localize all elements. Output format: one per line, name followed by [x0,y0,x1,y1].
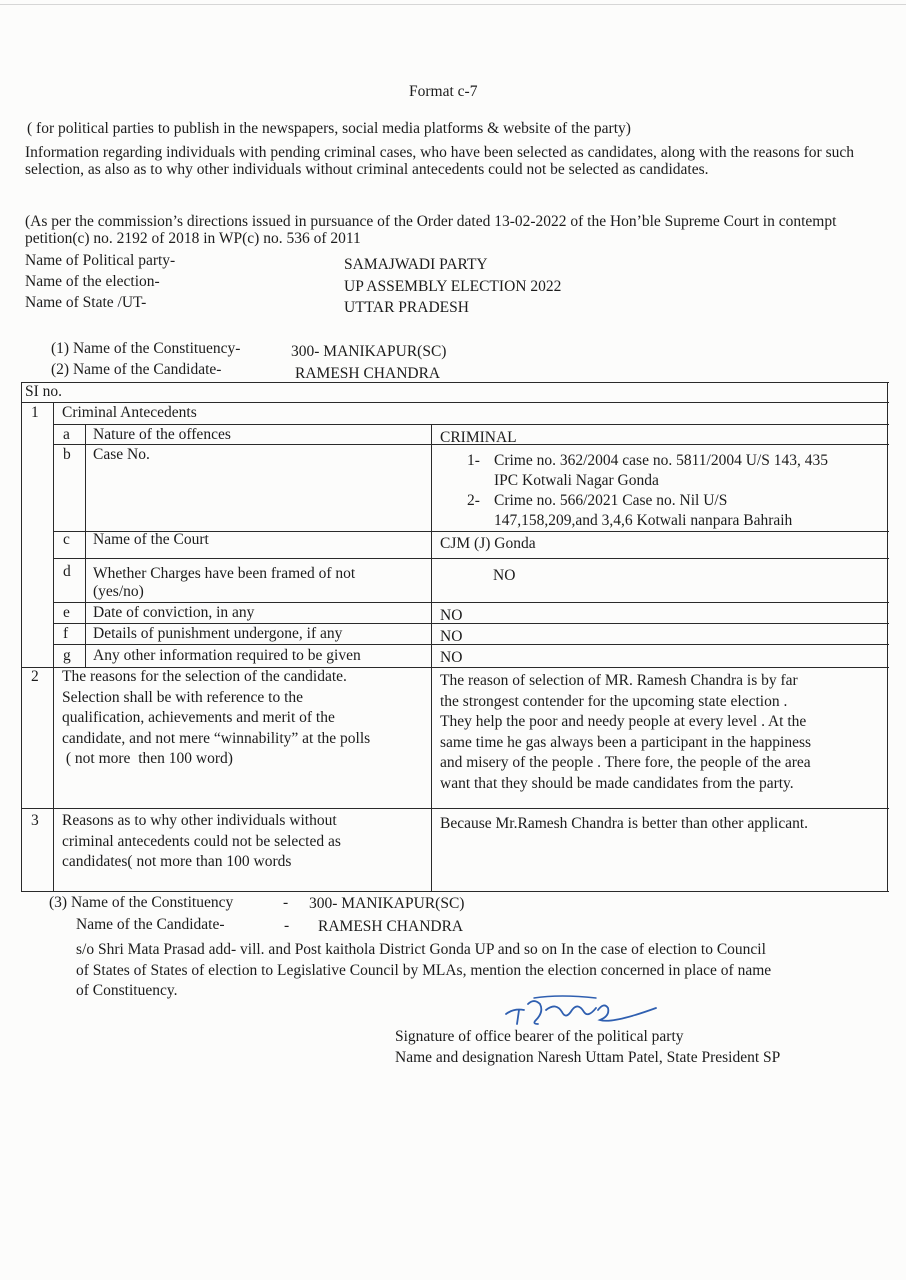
election-value: UP ASSEMBLY ELECTION 2022 [344,278,562,295]
sl-no-header: SI no. [25,383,63,400]
row-b-label: Case No. [93,446,150,463]
table-line [53,402,54,892]
section-1-number: 1 [31,404,39,421]
table-line [431,424,432,892]
page-top-edge [0,4,906,5]
question-line: The reasons for the selection of the candidate. [62,668,347,685]
answer-line: The reason of selection of MR. Ramesh Chandra is by far [440,672,798,689]
row-f-label: Details of punishment undergone, if any [93,625,343,642]
question-line: candidates( not more than 100 words [62,853,292,870]
row-a-label: Nature of the offences [93,426,231,443]
designation: Name and designation Naresh Uttam Patel, State President SP [395,1049,781,1066]
row-f-value: NO [440,628,463,645]
case-number: 1- [467,452,480,469]
election-label: Name of the election- [25,273,160,290]
footer-candidate-label: Name of the Candidate- [76,916,225,933]
info-paragraph: Information regarding individuals with pending criminal cases, who have been selected as candidates, along with the reasons for such selection, as also as to why other individuals without criminal antecedents could not be selected as candidates. [25,144,855,178]
case-item [467,491,887,531]
table-line [21,382,889,383]
subtitle: ( for political parties to publish in the newspapers, social media platforms & website of the party) [27,120,631,137]
party-label: Name of Political party- [25,252,176,269]
table-line [85,424,86,667]
section-3-answer: Because Mr.Ramesh Chandra is better than other applicant. [440,815,809,832]
question-line: qualification, achievements and merit of the [62,709,335,726]
criminal-antecedents-table [21,382,889,892]
footer-address-line: of Constituency. [76,982,178,999]
case-list [467,451,887,531]
row-f-letter: f [63,625,69,642]
state-label: Name of State /UT- [25,294,147,311]
case-text: Crime no. 566/2021 Case no. Nil U/S [494,492,728,509]
question-line: criminal antecedents could not be selected as [62,832,341,850]
footer-candidate-dash: - [284,917,290,934]
answer-line: and misery of the people . There fore, the people of the area [440,754,811,771]
answer-line: same time he gas always been a participant in the happiness [440,733,812,751]
row-a-letter: a [63,426,70,443]
section-3-number: 3 [31,812,39,829]
row-d-label: Whether Charges have been framed of not [93,565,356,582]
handwritten-signature [500,990,660,1030]
section-1-title: Criminal Antecedents [62,404,197,421]
case-number: 2- [467,492,480,509]
party-value: SAMAJWADI PARTY [344,256,488,273]
candidate-value: RAMESH CHANDRA [295,365,441,382]
table-line [53,558,889,559]
section-3-question [62,811,428,873]
table-line [887,382,888,892]
footer-address-line: s/o Shri Mata Prasad add- vill. and Post kaithola District Gonda UP and so on In the case of election to Council [76,941,766,958]
question-line: Selection shall be with reference to the [62,688,304,706]
table-line [21,382,22,892]
question-line: Reasons as to why other individuals without [62,812,337,829]
row-c-label: Name of the Court [93,531,209,548]
case-text: 147,158,209,and 3,4,6 Kotwali nanpara Bahraih [494,512,793,529]
row-g-letter: g [63,647,71,664]
question-line: candidate, and not mere “winnability” at the polls [62,729,371,747]
row-e-label: Date of conviction, in any [93,604,255,621]
signature-label: Signature of office bearer of the political party [395,1028,684,1045]
row-e-letter: e [63,604,70,621]
case-text: IPC Kotwali Nagar Gonda [494,472,659,489]
row-e-value: NO [440,607,463,624]
case-text: Crime no. 362/2004 case no. 5811/2004 U/S 143, 435 [494,452,828,469]
footer-candidate-value: RAMESH CHANDRA [318,918,464,935]
footer-constituency-dash: - [283,894,289,911]
directions-paragraph: (As per the commission’s directions issued in pursuance of the Order dated 13-02-2022 of the Hon’ble Supreme Court in contempt petition(c) no. 2192 of 2018 in WP(c) no. 536 of 2011 [25,213,837,247]
row-a-value: CRIMINAL [440,429,517,446]
row-c-value: CJM (J) Gonda [440,535,536,552]
row-d-letter: d [63,563,71,580]
footer-address-line: of States of States of election to Legislative Council by MLAs, mention the election concerned in place of name [76,962,772,979]
case-item [467,451,887,491]
constituency-value: 300- MANIKAPUR(SC) [291,343,447,360]
answer-line: They help the poor and needy people at every level . At the [440,713,807,730]
row-d-label-line2: (yes/no) [93,583,144,600]
footer-constituency-label: (3) Name of the Constituency [49,894,234,911]
state-value: UTTAR PRADESH [344,299,469,316]
row-c-letter: c [63,531,70,548]
candidate-label: (2) Name of the Candidate- [51,361,222,378]
question-line: ( not more then 100 word) [62,750,233,767]
format-title: Format c-7 [409,83,478,100]
row-g-value: NO [440,649,463,666]
section-2-answer [440,671,886,794]
footer-constituency-value: 300- MANIKAPUR(SC) [309,895,465,912]
row-g-label: Any other information required to be given [93,647,361,664]
section-2-question [62,667,428,770]
answer-line: the strongest contender for the upcoming state election . [440,692,788,710]
row-b-letter: b [63,446,71,463]
row-d-value: NO [493,567,516,584]
section-2-number: 2 [31,668,39,685]
table-line [21,808,889,809]
answer-line: want that they should be made candidates from the party. [440,774,794,792]
constituency-label: (1) Name of the Constituency- [51,340,241,357]
